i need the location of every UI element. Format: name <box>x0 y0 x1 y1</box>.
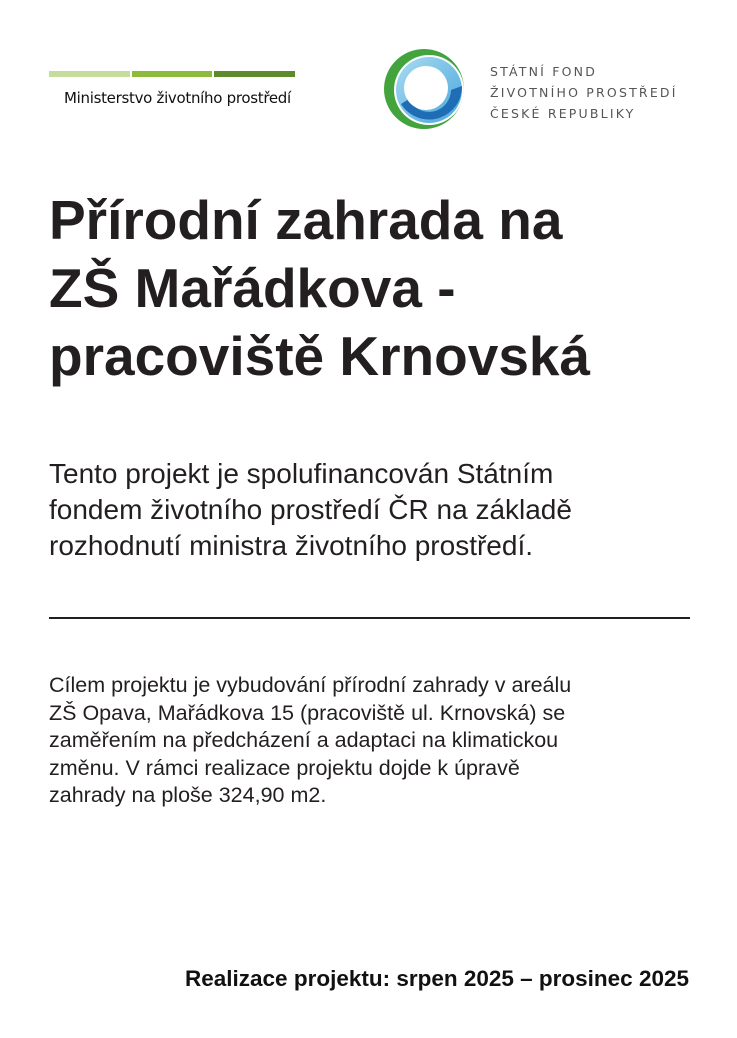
title-line: ZŠ Mařádkova - <box>49 257 456 319</box>
funding-statement <box>49 456 709 564</box>
funding-line: fondem životního prostředí ČR na základě <box>49 494 572 525</box>
description-line: ZŠ Opava, Mařádkova 15 (pracoviště ul. Krnovská) se <box>49 700 566 725</box>
description-line: zahrady na ploše 324,90 m2. <box>49 783 327 807</box>
page-title <box>49 186 709 390</box>
title-line: pracoviště Krnovská <box>49 325 591 387</box>
fund-name-line: ŽIVOTNÍHO PROSTŘEDÍ <box>490 85 678 100</box>
funding-line: Tento projekt je spolufinancován Státním <box>49 458 554 489</box>
project-description <box>49 672 699 810</box>
ministry-bar-dark <box>214 71 295 77</box>
project-dates: Realizace projektu: srpen 2025 – prosinec 2025 <box>185 966 689 991</box>
description-line: změnu. V rámci realizace projektu dojde k úpravě <box>49 755 520 780</box>
fund-name-line: ČESKÉ REPUBLIKY <box>490 106 636 121</box>
fund-name <box>490 61 678 124</box>
title-line: Přírodní zahrada na <box>49 189 563 251</box>
ministry-bar-mid <box>132 71 213 77</box>
divider <box>49 617 690 619</box>
fund-name-line: STÁTNÍ FOND <box>490 64 598 79</box>
funding-line: rozhodnutí ministra životního prostředí. <box>49 530 534 561</box>
ministry-bar-light <box>49 71 130 77</box>
ministry-logo-bars <box>49 71 295 77</box>
ministry-name: Ministerstvo životního prostředí <box>64 89 291 107</box>
description-line: zaměřením na předcházení a adaptaci na klimatickou <box>49 728 559 752</box>
fund-logo-icon <box>381 46 467 132</box>
description-line: Cílem projektu je vybudování přírodní zahrady v areálu <box>49 673 572 697</box>
